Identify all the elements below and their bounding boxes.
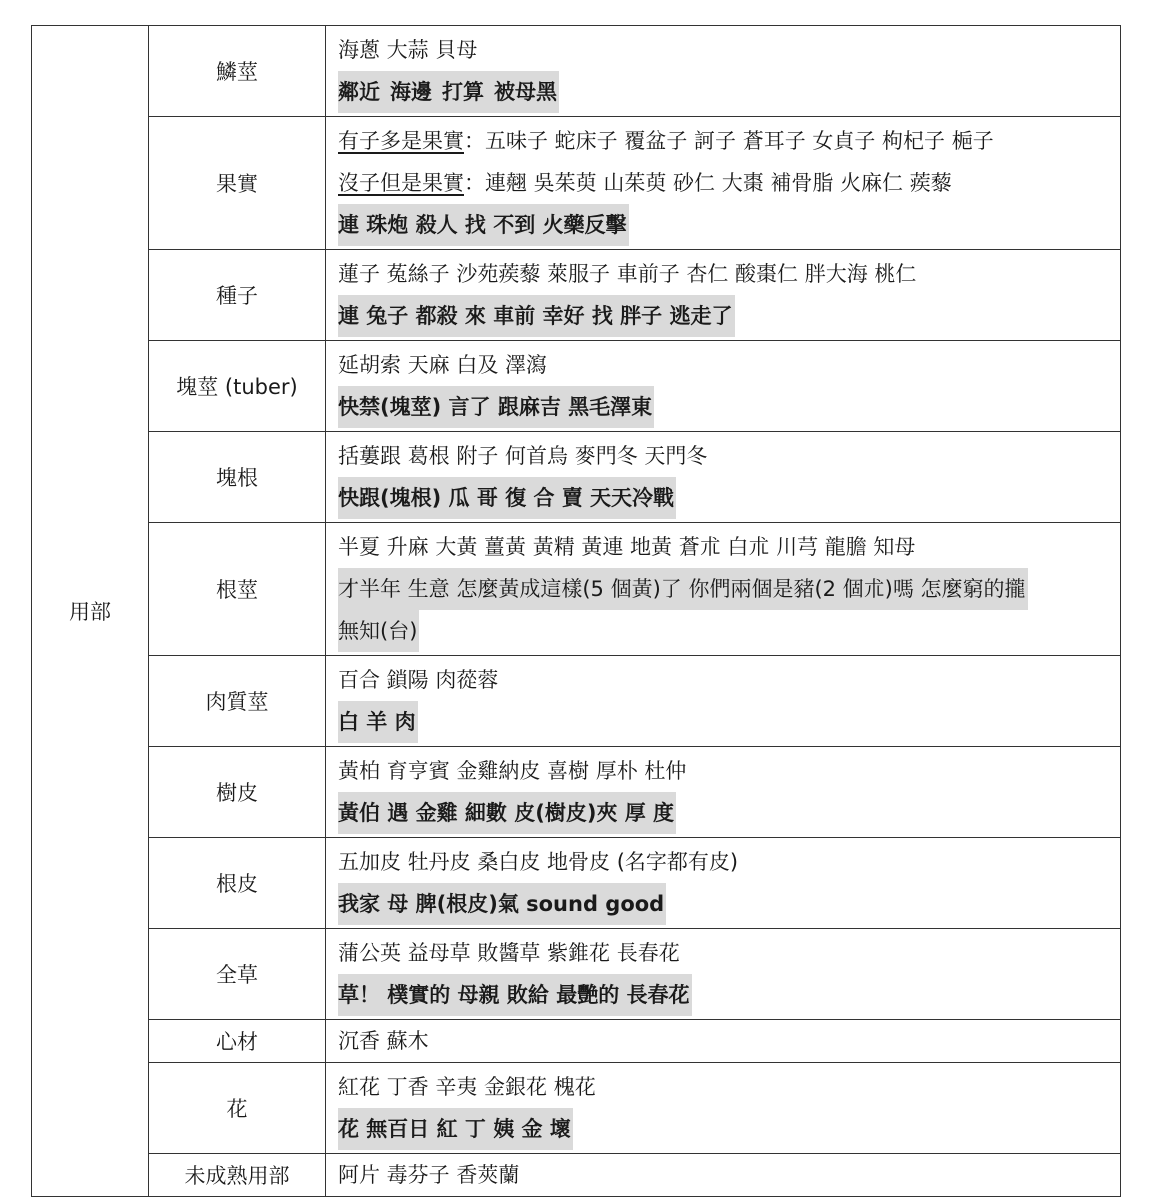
mnemonic-line — [338, 568, 1120, 610]
herbs-cell — [326, 838, 1121, 929]
mnemonic-line — [338, 701, 1120, 743]
herb-list-prefix: 沒子但是果實 — [338, 171, 464, 195]
mnemonic-line — [338, 71, 1120, 113]
herbs-cell — [326, 747, 1121, 838]
part-cell: 花 — [149, 1063, 326, 1154]
herbs-cell — [326, 523, 1121, 656]
mnemonic-text: 才半年 生意 怎麼黃成這樣(5 個黃)了 你們兩個是豬(2 個朮)嗎 怎麼窮的攏 — [338, 568, 1028, 610]
part-cell: 果實 — [149, 117, 326, 250]
herb-list — [338, 120, 1120, 162]
herb-list: 半夏 升麻 大黃 薑黃 黃精 黃連 地黃 蒼朮 白朮 川芎 龍膽 知母 — [338, 535, 916, 559]
herbs-cell — [326, 1154, 1121, 1197]
herbs-cell — [326, 432, 1121, 523]
part-cell: 根皮 — [149, 838, 326, 929]
table-row — [32, 26, 1121, 117]
part-cell: 樹皮 — [149, 747, 326, 838]
part-cell: 未成熟用部 — [149, 1154, 326, 1197]
table-row — [32, 523, 1121, 656]
mnemonic-text: 草！ 樸實的 母親 敗給 最艷的 長春花 — [338, 974, 692, 1016]
herbs-cell — [326, 1063, 1121, 1154]
mnemonic-line — [338, 883, 1120, 925]
mnemonic-text: 連 兔子 都殺 來 車前 幸好 找 胖子 逃走了 — [338, 295, 735, 337]
mnemonic-text: 花 無百日 紅 丁 姨 金 壞 — [338, 1108, 573, 1150]
herb-list: 海蔥 大蒜 貝母 — [338, 38, 478, 62]
herb-list — [338, 162, 1120, 204]
table-row — [32, 747, 1121, 838]
mnemonic-text: 快禁(塊莖) 言了 跟麻吉 黑毛澤東 — [338, 386, 654, 428]
herb-list-items: ：連翹 吳茱萸 山茱萸 砂仁 大棗 補骨脂 火麻仁 蒺藜 — [464, 171, 952, 195]
mnemonic-text: 打算 — [442, 80, 484, 104]
part-cell: 全草 — [149, 929, 326, 1020]
herb-list: 黃柏 育亨賓 金雞納皮 喜樹 厚朴 杜仲 — [338, 759, 687, 783]
mnemonic-line — [338, 974, 1120, 1016]
mnemonic-line — [338, 386, 1120, 428]
herb-list: 延胡索 天麻 白及 澤瀉 — [338, 353, 548, 377]
herb-list: 阿片 毒芬子 香莢蘭 — [338, 1163, 520, 1187]
table-row — [32, 838, 1121, 929]
part-cell: 塊根 — [149, 432, 326, 523]
mnemonic-line — [338, 295, 1120, 337]
herb-table — [31, 25, 1121, 1197]
mnemonic-text: 海邊 — [390, 80, 432, 104]
mnemonic-text: 鄰近 — [338, 80, 380, 104]
part-cell: 心材 — [149, 1020, 326, 1063]
herb-list: 百合 鎖陽 肉蓯蓉 — [338, 668, 499, 692]
herb-list: 括蔞跟 葛根 附子 何首烏 麥門冬 天門冬 — [338, 444, 708, 468]
category-cell: 用部 — [32, 26, 149, 1197]
table-row — [32, 1063, 1121, 1154]
table-row — [32, 432, 1121, 523]
herbs-cell — [326, 26, 1121, 117]
herb-list: 五加皮 牡丹皮 桑白皮 地骨皮 (名字都有皮) — [338, 850, 739, 874]
herb-list: 蒲公英 益母草 敗醬草 紫錐花 長春花 — [338, 941, 680, 965]
table-row — [32, 117, 1121, 250]
table-row — [32, 1154, 1121, 1197]
herbs-cell — [326, 656, 1121, 747]
mnemonic-text: 被母黑 — [494, 80, 557, 104]
table-row — [32, 1020, 1121, 1063]
herbs-cell — [326, 341, 1121, 432]
mnemonic-line — [338, 610, 1120, 652]
mnemonic-text: 黃伯 遇 金雞 細數 皮(樹皮)夾 厚 度 — [338, 792, 676, 834]
part-cell: 塊莖 (tuber) — [149, 341, 326, 432]
mnemonic-text: 無知(台) — [338, 610, 419, 652]
table-row — [32, 341, 1121, 432]
herb-list-prefix: 有子多是果實 — [338, 129, 464, 153]
herbs-cell — [326, 250, 1121, 341]
table-row — [32, 250, 1121, 341]
herb-list: 紅花 丁香 辛夷 金銀花 槐花 — [338, 1075, 596, 1099]
mnemonic-text: 快跟(塊根) 瓜 哥 復 合 賣 天天冷戰 — [338, 477, 676, 519]
mnemonic-text: 我家 母 脾(根皮)氣 sound good — [338, 883, 666, 925]
mnemonic-text: 連 珠炮 殺人 找 不到 火藥反擊 — [338, 204, 629, 246]
herbs-cell — [326, 929, 1121, 1020]
herb-list: 沉香 蘇木 — [338, 1029, 429, 1053]
herbs-cell — [326, 117, 1121, 250]
table-row — [32, 929, 1121, 1020]
mnemonic-line — [338, 792, 1120, 834]
part-cell: 肉質莖 — [149, 656, 326, 747]
herbs-cell — [326, 1020, 1121, 1063]
part-cell: 根莖 — [149, 523, 326, 656]
mnemonic-line — [338, 204, 1120, 246]
part-cell: 鱗莖 — [149, 26, 326, 117]
herb-list-items: ：五味子 蛇床子 覆盆子 訶子 蒼耳子 女貞子 枸杞子 梔子 — [464, 129, 994, 153]
table-row — [32, 656, 1121, 747]
part-cell: 種子 — [149, 250, 326, 341]
mnemonic-line — [338, 477, 1120, 519]
herb-list: 蓮子 菟絲子 沙苑蒺藜 萊服子 車前子 杏仁 酸棗仁 胖大海 桃仁 — [338, 262, 917, 286]
mnemonic-text: 白 羊 肉 — [338, 701, 418, 743]
